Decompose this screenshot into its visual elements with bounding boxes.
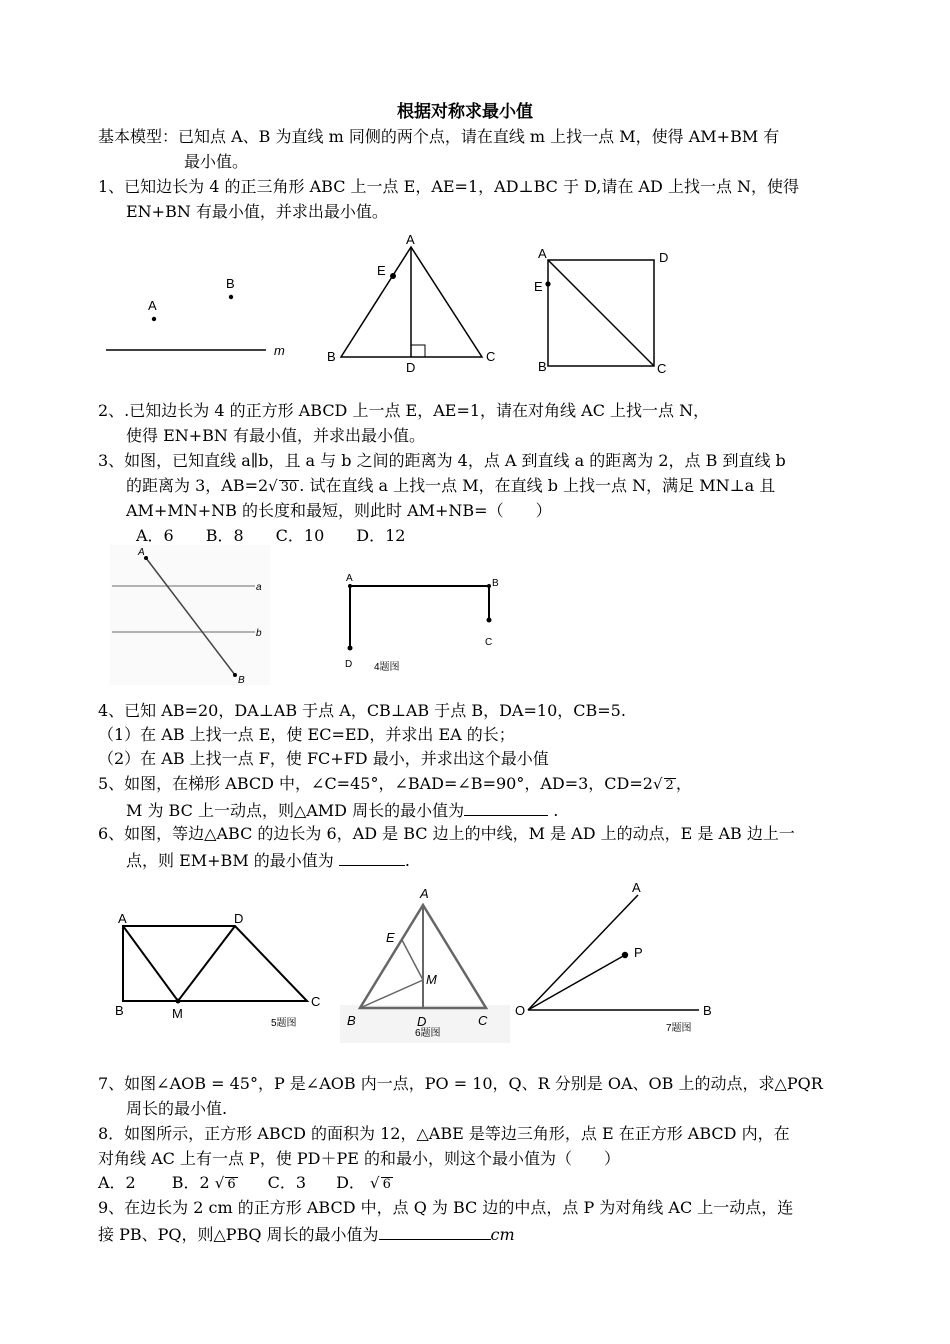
label-a: A xyxy=(118,911,127,926)
q3-line-2b: . 试在直线 a 上找一点 M，在直线 b 上找一点 N，满足 MN⊥a 且 xyxy=(299,476,776,495)
q8-option-d-radicand: 6 xyxy=(382,1177,391,1192)
label-o: O xyxy=(515,1003,526,1018)
q1-line-1: 1、已知边长为 4 的正三角形 ABC 上一点 E，AE=1，AD⊥BC 于 D,请在 AD 上找一点 N，使得 xyxy=(98,177,800,196)
label-b: B xyxy=(327,349,336,364)
q9-line-2 xyxy=(98,1222,515,1246)
q5-line-2 xyxy=(126,798,558,822)
point-e xyxy=(545,281,550,286)
label-b: B xyxy=(347,1013,356,1028)
right-angle-mark xyxy=(411,345,425,357)
q7-line-1: 7、如图∠AOB = 45°，P 是∠AOB 内一点，PO = 10，Q、R 分别是 OA、OB 上的动点，求△PQR xyxy=(98,1074,823,1093)
figure-4 xyxy=(340,570,510,680)
point-b xyxy=(233,673,237,677)
segment-op xyxy=(528,955,625,1010)
label-m: M xyxy=(172,1006,183,1021)
segments-am-md xyxy=(123,926,235,1001)
q8-option-b-radicand: 6 xyxy=(227,1177,236,1192)
q3-options: A．6 B．8 C．10 D．12 xyxy=(136,526,406,545)
fig7-caption: 7题图 xyxy=(666,1023,692,1034)
point-a xyxy=(152,317,156,321)
label-b: B xyxy=(703,1003,712,1018)
q8-options: A．2 B．2 √ 6 C．3 D． √ 6 xyxy=(98,1173,391,1192)
label-a: A xyxy=(538,246,547,261)
q8-option-d: D． xyxy=(336,1173,365,1192)
point-m xyxy=(176,999,181,1004)
point-b xyxy=(229,295,233,299)
label-c: C xyxy=(486,349,496,364)
ray-oa xyxy=(528,895,638,1010)
q4-line-1: 4、已知 AB=20，DA⊥AB 于点 A，CB⊥AB 于点 B，DA=10，CB=5. xyxy=(98,701,626,720)
segment-em xyxy=(402,940,423,980)
q6-line-1: 6、如图，等边△ABC 的边长为 6，AD 是 BC 边上的中线，M 是 AD 上的动点，E 是 AB 边上一 xyxy=(98,824,795,843)
q8-option-a: A．2 xyxy=(98,1173,136,1192)
label-d: D xyxy=(345,659,353,670)
q9-answer-blank[interactable] xyxy=(379,1222,491,1240)
label-b: B xyxy=(115,1003,124,1018)
label-a: A xyxy=(632,880,641,895)
q9-line-2-text: 接 PB、PQ，则△PBQ 周长的最小值为 xyxy=(98,1225,379,1244)
q3-line-3: AM+MN+NB 的长度和最短，则此时 AM+NB=（ ） xyxy=(126,501,552,520)
label-b: B xyxy=(492,578,499,589)
q4-line-3: （2）在 AB 上找一点 F，使 FC+FD 最小，并求出这个最小值 xyxy=(98,749,549,768)
label-line-b: b xyxy=(256,628,262,639)
label-a: A xyxy=(148,298,157,313)
figure-7 xyxy=(510,875,720,1035)
q8-line-2: 对角线 AC 上有一点 P，使 PD＋PE 的和最小，则这个最小值为（ ） xyxy=(98,1149,621,1168)
figure-parallel-lines xyxy=(110,545,270,685)
q3-line-2a: 的距离为 3，AB=2 xyxy=(126,476,269,495)
fig5-caption: 5题图 xyxy=(271,1018,297,1029)
label-a: A xyxy=(406,232,415,247)
figure-model xyxy=(100,270,300,370)
model-line-2: 最小值。 xyxy=(184,152,249,171)
q5-line-2-text: M 为 BC 上一动点，则△AMD 周长的最小值为 xyxy=(126,801,465,820)
diagonal-ac xyxy=(548,260,654,366)
q2-line-1: 2、.已知边长为 4 的正方形 ABCD 上一点 E，AE=1，请在对角线 AC 上找一点 N， xyxy=(98,401,710,420)
label-c: C xyxy=(657,361,667,376)
q1-line-2: EN+BN 有最小值，并求出最小值。 xyxy=(126,202,388,221)
model-line-1: 基本模型：已知点 A、B 为直线 m 同侧的两个点，请在直线 m 上找一点 M，使得 AM+BM 有 xyxy=(98,127,780,146)
label-a: A xyxy=(346,573,353,584)
q8-option-b: B．2 xyxy=(171,1173,210,1192)
label-e: E xyxy=(534,279,543,294)
figure-square xyxy=(530,240,680,380)
label-d: D xyxy=(417,1014,427,1029)
q5-line-1a: 5、如图，在梯形 ABCD 中，∠C=45°，∠BAD=∠B=90°，AD=3，CD=2 xyxy=(98,774,653,793)
figure-6 xyxy=(340,885,510,1045)
label-c: C xyxy=(311,994,321,1009)
label-p: P xyxy=(634,945,643,960)
label-b: B xyxy=(226,276,235,291)
label-a: A xyxy=(138,547,145,558)
label-line-a: a xyxy=(256,582,262,593)
label-m: m xyxy=(274,343,285,358)
figure-triangle xyxy=(320,230,510,380)
label-c: C xyxy=(485,637,493,648)
label-a: A xyxy=(420,886,429,901)
q5-radicand: 2 xyxy=(665,778,674,793)
q5-line-1b: ， xyxy=(675,774,692,793)
label-d: D xyxy=(659,250,669,265)
q4-line-2: （1）在 AB 上找一点 E，使 EC=ED，并求出 EA 的长； xyxy=(98,725,515,744)
label-d: D xyxy=(406,360,416,375)
fig4-caption: 4题图 xyxy=(374,662,400,673)
shape-dabc xyxy=(350,586,489,648)
q8-line-1: 8．如图所示，正方形 ABCD 的面积为 12，△ABE 是等边三角形，点 E 在正方形 ABCD 内，在 xyxy=(98,1124,790,1143)
fig6-caption: 6题图 xyxy=(415,1028,441,1039)
point-p xyxy=(622,952,628,958)
q6-line-2-text: 点，则 EM+BM 的最小值为 xyxy=(126,851,334,870)
q9-line-1: 9、在边长为 2 cm 的正方形 ABCD 中，点 Q 为 BC 边的中点，点 P 为对角线 AC 上一动点，连 xyxy=(98,1198,794,1217)
label-m: M xyxy=(426,972,437,987)
q2-line-2: 使得 EN+BN 有最小值，并求出最小值。 xyxy=(126,426,426,445)
label-b: B xyxy=(538,359,547,374)
q3-radicand: 30 xyxy=(280,480,298,495)
q5-answer-blank[interactable] xyxy=(464,798,548,816)
label-d: D xyxy=(234,911,244,926)
label-e: E xyxy=(386,930,395,945)
q8-option-c: C．3 xyxy=(267,1173,307,1192)
point-e xyxy=(390,273,396,279)
q7-line-2: 周长的最小值. xyxy=(126,1099,228,1118)
label-b: B xyxy=(238,675,245,686)
q6-line-2 xyxy=(126,848,410,872)
label-e: E xyxy=(377,263,386,278)
figure-5 xyxy=(110,905,330,1030)
q6-line-2-end: . xyxy=(404,851,410,870)
q5-line-2-end: . xyxy=(553,801,559,820)
page-title: 根据对称求最小值 xyxy=(397,102,533,122)
q3-line-2: 的距离为 3，AB=2√ 30 . 试在直线 a 上找一点 M，在直线 b 上找一点 N，满足 MN⊥a 且 xyxy=(126,476,776,495)
label-c: C xyxy=(478,1013,488,1028)
q5-line-1: 5、如图，在梯形 ABCD 中，∠C=45°，∠BAD=∠B=90°，AD=3，CD=2√ 2 ， xyxy=(98,774,692,793)
q6-answer-blank[interactable] xyxy=(339,848,405,866)
q3-line-1: 3、如图，已知直线 a∥b，且 a 与 b 之间的距离为 4，点 A 到直线 a 的距离为 2，点 B 到直线 b xyxy=(98,451,786,470)
q9-unit: cm xyxy=(490,1225,515,1244)
